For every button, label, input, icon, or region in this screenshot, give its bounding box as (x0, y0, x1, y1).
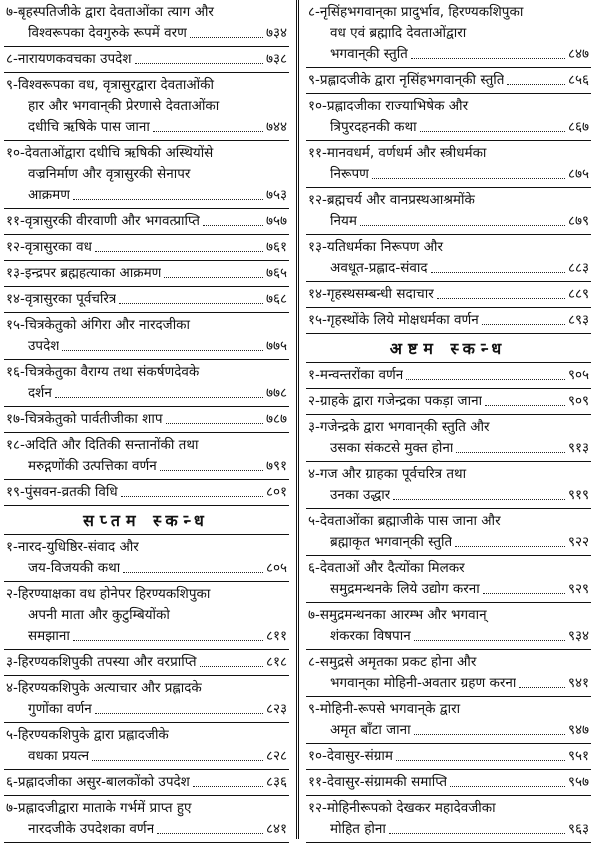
page-number: ९६३ (567, 821, 589, 837)
toc-entry-last-line (6, 772, 287, 793)
toc-entry-last-line (6, 117, 287, 138)
toc-entry-title: ११-देवासुर-संग्रामकी समाप्ति (308, 774, 448, 790)
toc-entry[interactable] (4, 480, 289, 506)
toc-entry-line: १५-चित्रकेतुको अंगिरा और नारदजीका (6, 317, 191, 333)
toc-entry-last-line (308, 772, 589, 793)
toc-entry-last-line (308, 673, 589, 694)
toc-entry-title: भगवान्‌की स्तुति (330, 46, 408, 62)
toc-entry-line: ५-देवताओंका ब्रह्माजीके पास जाना और (308, 513, 501, 529)
toc-entry-last-line (6, 383, 287, 404)
toc-entry-last-line (308, 626, 589, 647)
toc-entry-last-line (6, 211, 287, 232)
page-number: ७९१ (265, 458, 287, 474)
page-number: ८४१ (265, 821, 287, 837)
dot-leader (62, 350, 263, 351)
toc-entry-title: समुद्रमन्थनके लिये उद्योग करना (330, 581, 480, 597)
toc-entry-title: विश्वरूपका देवगुरुके रूपमें वरण (28, 25, 187, 41)
toc-entry[interactable] (306, 94, 591, 141)
page-number: ७८७ (265, 411, 287, 427)
toc-entry[interactable] (4, 360, 289, 407)
page-number: ९३४ (567, 628, 589, 644)
toc-entry[interactable] (306, 308, 591, 334)
dot-leader (157, 833, 263, 834)
page-number: ८१८ (265, 654, 287, 670)
toc-entry-last-line (6, 746, 287, 767)
toc-entry-last-line (308, 579, 589, 600)
toc-entry-title: १३-इन्द्रपर ब्रह्महत्याका आक्रमण (6, 265, 162, 281)
toc-entry-title: ११-वृत्रासुरकी वीरवाणी और भगवत्प्राप्ति (6, 213, 200, 229)
toc-entry-title: मोहित होना (330, 821, 386, 837)
page-number: ८११ (265, 628, 287, 644)
toc-entry[interactable] (306, 650, 591, 697)
toc-entry[interactable] (306, 796, 591, 843)
dot-leader (437, 298, 565, 299)
toc-entry-line: ८-नृसिंहभगवान्‌का प्रादुर्भाव, हिरण्यकशिपुका (308, 4, 524, 20)
page-number: ९१९ (567, 487, 589, 503)
dot-leader (360, 225, 565, 226)
toc-entry[interactable] (4, 313, 289, 360)
toc-entry[interactable] (4, 796, 289, 843)
dot-leader (95, 713, 263, 714)
toc-entry[interactable] (306, 389, 591, 415)
toc-entry-last-line (6, 456, 287, 477)
toc-entry-title: १-मन्वन्तरोंका वर्णन (308, 367, 404, 383)
toc-entry-line: अपनी माता और कुटुम्बियोंको (28, 607, 170, 623)
toc-entry-last-line (308, 164, 589, 185)
dot-leader (190, 37, 263, 38)
toc-entry-line: ७-प्रह्लादजीद्वारा माताके गर्भमें प्राप्त हुए (6, 800, 192, 816)
toc-entry-title: १४-गृहस्थसम्बन्धी सदाचार (308, 286, 434, 302)
dot-leader (485, 405, 565, 406)
dot-leader (73, 640, 263, 641)
page-number: ८९३ (567, 312, 589, 328)
toc-entry[interactable] (4, 770, 289, 796)
page-number: ९०५ (567, 367, 589, 383)
dot-leader (406, 379, 565, 380)
toc-entry-last-line (308, 532, 589, 553)
page-number: ८२३ (265, 701, 287, 717)
toc-entry-last-line (308, 211, 589, 232)
page-number: ८३६ (265, 774, 287, 790)
toc-entry-last-line (6, 699, 287, 720)
dot-leader (166, 423, 263, 424)
dot-leader (164, 277, 262, 278)
toc-entry-title: मरुद्गणोंकी उत्पत्तिका वर्णन (28, 458, 157, 474)
toc-entry-line: ३-गजेन्द्रके द्वारा भगवान्‌की स्तुति और (308, 419, 490, 435)
toc-entry[interactable] (306, 697, 591, 744)
toc-entry[interactable] (306, 556, 591, 603)
toc-entry-title: अवधूत-प्रह्लाद-संवाद (330, 260, 428, 276)
page-number: ७५३ (265, 187, 287, 203)
toc-entry-title: नारदजीके उपदेशका वर्णन (28, 821, 155, 837)
dot-leader (372, 178, 565, 179)
dot-leader (92, 760, 263, 761)
toc-entry-line: ९-मोहिनी-रूपसे भगवान्‌के द्वारा (308, 701, 461, 717)
toc-entry[interactable] (4, 47, 289, 73)
page-number: ९०९ (567, 393, 589, 409)
toc-entry-last-line (6, 336, 287, 357)
dot-leader (135, 63, 263, 64)
toc-entry-title: ८-नारायणकवचका उपदेश (6, 51, 132, 67)
toc-entry-last-line (6, 409, 287, 430)
toc-entry-last-line (308, 117, 589, 138)
toc-entry-title: समझाना (28, 628, 70, 644)
toc-entry-title: १२-वृत्रासुरका वध (6, 239, 92, 255)
toc-entry-last-line (308, 310, 589, 331)
dot-leader (450, 786, 565, 787)
toc-entry-line: ४-हिरण्यकशिपुके अत्याचार और प्रह्लादके (6, 680, 202, 696)
toc-entry-line: २-हिरण्याक्षका वध होनेपर हिरण्यकशिपुका (6, 586, 211, 602)
dot-leader (153, 131, 263, 132)
toc-entry-title: उनका उद्धार (330, 487, 391, 503)
toc-entry-title: २-ग्राहके द्वारा गजेन्द्रका पकड़ा जाना (308, 393, 483, 409)
toc-entry-title: निरूपण (330, 166, 369, 182)
toc-entry[interactable] (306, 603, 591, 650)
page-number: ९४१ (567, 675, 589, 691)
dot-leader (203, 225, 263, 226)
toc-entry-line: १८-अदिति और दितिकी सन्तानोंकी तथा (6, 437, 199, 453)
dot-leader (393, 499, 565, 500)
dot-leader (123, 572, 263, 573)
toc-entry[interactable] (306, 744, 591, 770)
page-number: ९१३ (567, 440, 589, 456)
page-number: ८२८ (265, 748, 287, 764)
dot-leader (519, 687, 565, 688)
dot-leader (456, 452, 565, 453)
dot-leader (414, 734, 565, 735)
page-number: ९५७ (567, 774, 589, 790)
toc-entry-line: १०-देवताओंद्वारा दधीचि ऋषिकी अस्थियोंसे (6, 145, 214, 161)
page-number: ७७८ (265, 385, 287, 401)
toc-entry[interactable] (306, 363, 591, 389)
toc-entry-title: नियम (330, 213, 357, 229)
page-number: ७६८ (265, 291, 287, 307)
toc-entry[interactable] (4, 676, 289, 723)
toc-entry-last-line (308, 258, 589, 279)
toc-entry-last-line (6, 652, 287, 673)
toc-entry-line: ११-मानवधर्म, वर्णधर्म और स्त्रीधर्मका (308, 145, 487, 161)
toc-entry-title: त्रिपुरदहनकी कथा (330, 119, 417, 135)
toc-entry-line: १६-चित्रकेतुका वैराग्य तथा संकर्षणदेवके (6, 364, 200, 380)
toc-entry-title: अमृत बाँटा जाना (330, 722, 411, 738)
toc-entry-title: दधीचि ऋषिके पास जाना (28, 119, 150, 135)
toc-entry-line: १-नारद-युधिष्ठिर-संवाद और (6, 539, 139, 555)
toc-entry-title: १४-वृत्रासुरका पूर्वचरित्र (6, 291, 117, 307)
toc-entry-title: गुणोंका वर्णन (28, 701, 92, 717)
dot-leader (411, 58, 565, 59)
toc-entry[interactable] (306, 188, 591, 235)
dot-leader (420, 131, 565, 132)
section-heading: सप्तम स्कन्ध (4, 506, 289, 535)
toc-entry-line: ४-गज और ग्राहका पूर्वचरित्र तथा (308, 466, 467, 482)
dot-leader (414, 640, 565, 641)
toc-entry[interactable] (306, 282, 591, 308)
toc-entry[interactable] (306, 415, 591, 462)
page-number: ८७९ (567, 213, 589, 229)
toc-entry-last-line (308, 365, 589, 386)
toc-entry[interactable] (4, 141, 289, 209)
toc-entry-last-line (308, 391, 589, 412)
dot-leader (431, 272, 565, 273)
toc-entry-line: १२-ब्रह्मचर्य और वानप्रस्थआश्रमोंके (308, 192, 475, 208)
toc-entry[interactable] (306, 509, 591, 556)
column-divider (296, 0, 299, 839)
toc-entry-title: उपदेश (28, 338, 60, 354)
dot-leader (455, 546, 565, 547)
dot-leader (160, 470, 263, 471)
toc-entry-title: १९-पुंसवन-व्रतकी विधि (6, 484, 118, 500)
page-number: ७६१ (265, 239, 287, 255)
toc-entry-line: ७-समुद्रमन्थनका आरम्भ और भगवान् (308, 607, 487, 623)
toc-entry-last-line (308, 485, 589, 506)
toc-entry[interactable] (4, 407, 289, 433)
toc-entry-last-line (6, 23, 287, 44)
page-number: ८०१ (265, 484, 287, 500)
toc-entry-title: उसका संकटसे मुक्त होना (330, 440, 454, 456)
page-number: ८७५ (567, 166, 589, 182)
toc-entry-title: वधका प्रयत्न (28, 748, 90, 764)
page-number: ७७५ (265, 338, 287, 354)
toc-entry-last-line (6, 482, 287, 503)
toc-entry-last-line (308, 70, 589, 91)
toc-entry[interactable] (4, 261, 289, 287)
toc-entry-title: ब्रह्माकृत भगवान्‌की स्तुति (330, 534, 453, 550)
toc-entry-last-line (308, 746, 589, 767)
dot-leader (119, 303, 263, 304)
toc-entry[interactable] (4, 535, 289, 582)
toc-entry[interactable] (4, 209, 289, 235)
dot-leader (396, 760, 565, 761)
page-number: ९२२ (567, 534, 589, 550)
toc-entry[interactable] (306, 0, 591, 68)
toc-entry-last-line (6, 49, 287, 70)
toc-entry-title: ९-प्रह्लादजीके द्वारा नृसिंहभगवान्‌की स्तुति (308, 72, 505, 88)
toc-entry[interactable] (4, 723, 289, 770)
toc-entry[interactable] (4, 235, 289, 261)
toc-entry-line: ८-समुद्रसे अमृतका प्रकट होना और (308, 654, 477, 670)
dot-leader (193, 786, 263, 787)
toc-entry[interactable] (4, 582, 289, 650)
toc-entry-last-line (6, 289, 287, 310)
toc-entry-last-line (6, 237, 287, 258)
toc-entry-line: वध एवं ब्रह्मादि देवताओंद्वारा (330, 25, 467, 41)
toc-entry-last-line (308, 284, 589, 305)
page-number: ९२९ (567, 581, 589, 597)
page-number: ८४७ (567, 46, 589, 62)
dot-leader (95, 251, 263, 252)
toc-entry-last-line (6, 819, 287, 840)
toc-entry-title: ६-प्रह्लादजीका असुर-बालकोंको उपदेश (6, 774, 190, 790)
dot-leader (121, 496, 263, 497)
toc-entry-line: हार और भगवान्‌की प्रेरणासे देवताओंका (28, 98, 220, 114)
toc-entry-title: भगवान्‌का मोहिनी-अवतार ग्रहण करना (330, 675, 517, 691)
page-number: ८६७ (567, 119, 589, 135)
toc-entry[interactable] (306, 235, 591, 282)
toc-entry-last-line (6, 185, 287, 206)
toc-entry-last-line (308, 819, 589, 840)
dot-leader (200, 666, 263, 667)
toc-entry-last-line (6, 263, 287, 284)
toc-entry-title: १७-चित्रकेतुको पार्वतीजीका शाप (6, 411, 163, 427)
toc-entry-line: १३-यतिधर्मका निरूपण और (308, 239, 443, 255)
toc-entry[interactable] (306, 770, 591, 796)
toc-entry-line: १२-मोहिनीरूपको देखकर महादेवजीका (308, 800, 496, 816)
toc-entry[interactable] (4, 650, 289, 676)
toc-entry[interactable] (306, 141, 591, 188)
page-number: ७४४ (265, 119, 287, 135)
toc-entry-last-line (308, 720, 589, 741)
right-column (306, 0, 591, 839)
toc-entry[interactable] (4, 0, 289, 47)
toc-entry-line: ७-बृहस्पतिजीके द्वारा देवताओंका त्याग और (6, 4, 214, 20)
toc-entry-title: जय-विजयकी कथा (28, 560, 121, 576)
page-number: ७३४ (265, 25, 287, 41)
toc-entry-title: १०-देवासुर-संग्राम (308, 748, 393, 764)
page-number: ९५१ (567, 748, 589, 764)
toc-entry[interactable] (306, 68, 591, 94)
dot-leader (389, 833, 565, 834)
dot-leader (482, 324, 565, 325)
left-column (4, 0, 289, 839)
toc-entry-last-line (308, 44, 589, 65)
toc-entry-title: दर्शन (28, 385, 52, 401)
dot-leader (507, 84, 564, 85)
toc-entry[interactable] (4, 433, 289, 480)
page-number: ७३८ (265, 51, 287, 67)
page-number: ९४७ (567, 722, 589, 738)
toc-entry-title: १५-गृहस्थोंके लिये मोक्षधर्मका वर्णन (308, 312, 479, 328)
dot-leader (483, 593, 565, 594)
dot-leader (55, 397, 263, 398)
toc-entry-line: ९-विश्वरूपका वध, वृत्रासुरद्वारा देवताओंकी (6, 77, 215, 93)
toc-entry-last-line (6, 558, 287, 579)
page-number: ८०५ (265, 560, 287, 576)
toc-entry[interactable] (306, 462, 591, 509)
page-number: ७६५ (265, 265, 287, 281)
toc-entry-title: शंकरका विषपान (330, 628, 411, 644)
page-number: ८५६ (567, 72, 589, 88)
toc-entry[interactable] (4, 287, 289, 313)
toc-entry-title: ३-हिरण्यकशिपुकी तपस्या और वरप्राप्ति (6, 654, 197, 670)
section-heading: अष्टम स्कन्ध (306, 334, 591, 363)
toc-entry[interactable] (4, 73, 289, 141)
page-number: ८८३ (567, 260, 589, 276)
page-number: ७५७ (265, 213, 287, 229)
toc-entry-line: १०-प्रह्लादजीका राज्याभिषेक और (308, 98, 469, 114)
dot-leader (73, 199, 263, 200)
toc-entry-last-line (308, 438, 589, 459)
toc-entry-last-line (6, 626, 287, 647)
toc-entry-line: ६-देवताओं और दैत्योंका मिलकर (308, 560, 465, 576)
page-number: ८८९ (567, 286, 589, 302)
toc-entry-title: आक्रमण (28, 187, 70, 203)
toc-entry-line: वज्रनिर्माण और वृत्रासुरकी सेनापर (28, 166, 191, 182)
toc-entry-line: ५-हिरण्यकशिपुके द्वारा प्रह्लादजीके (6, 727, 169, 743)
